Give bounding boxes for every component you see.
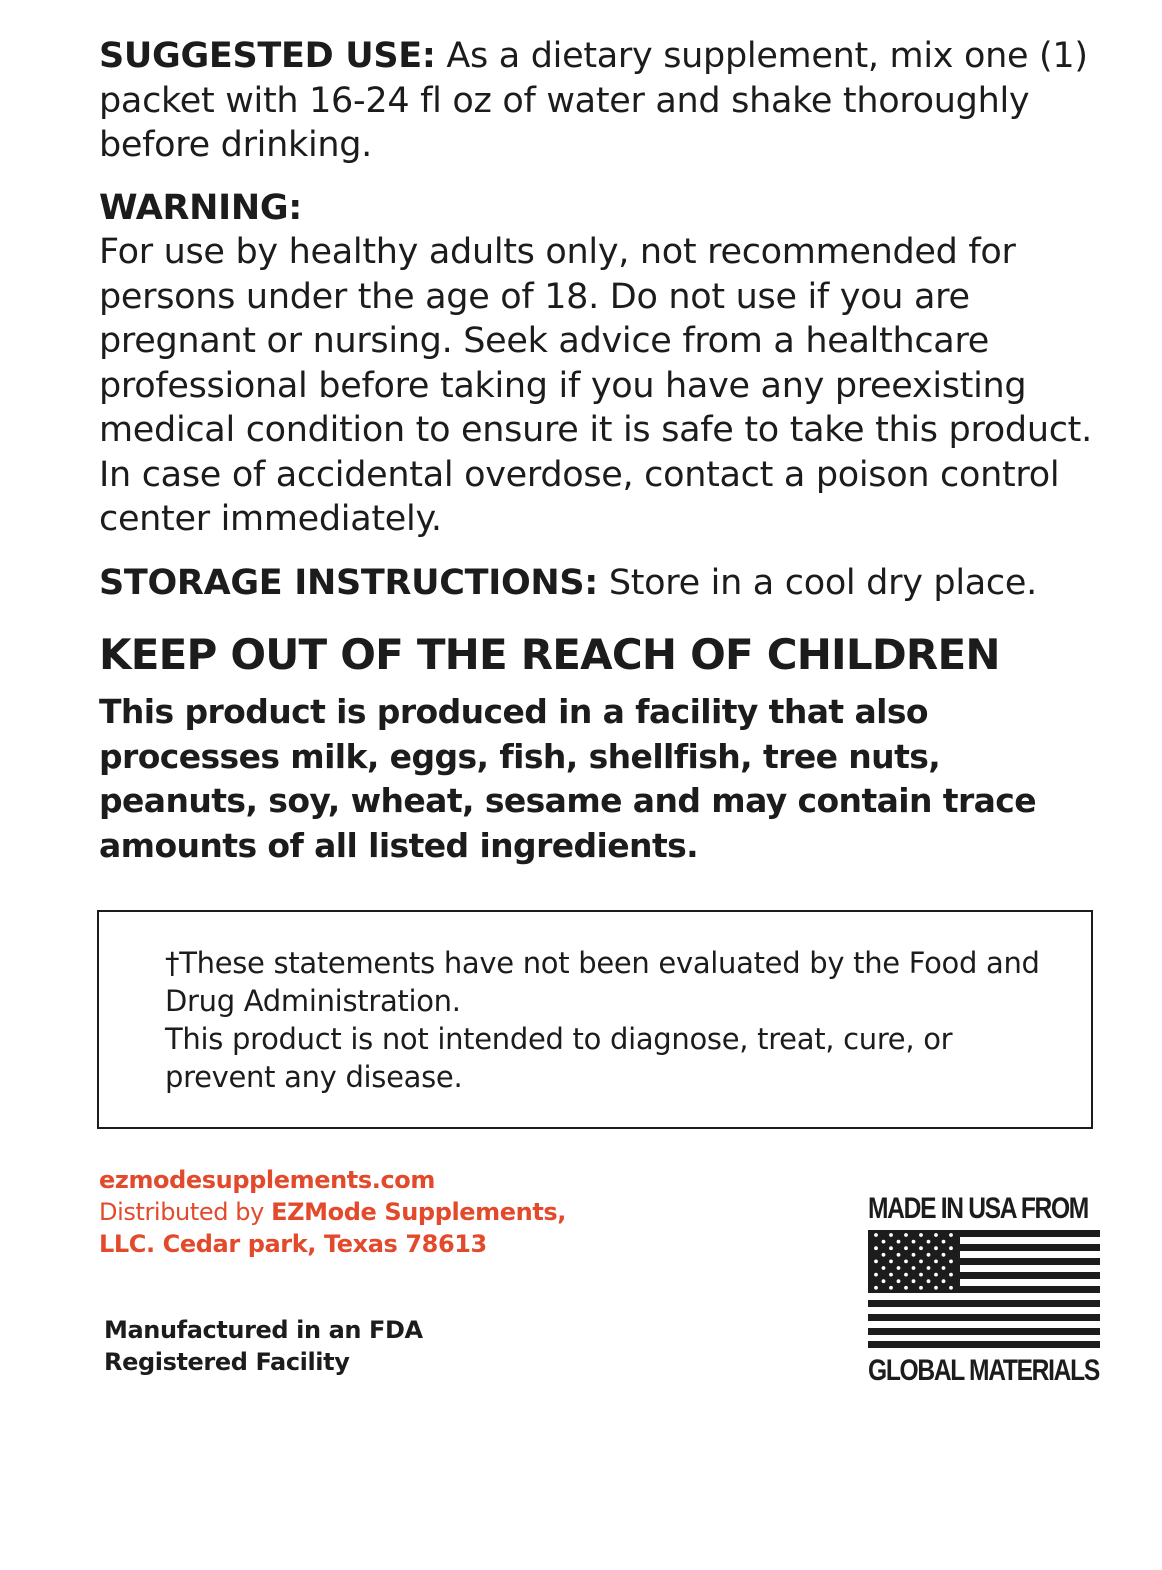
flag-star (912, 1240, 916, 1244)
flag-star (919, 1246, 923, 1250)
flag-star (919, 1260, 923, 1264)
flag-star (904, 1260, 908, 1264)
flag-star (934, 1233, 938, 1237)
flag-star (904, 1273, 908, 1277)
flag-star (927, 1279, 931, 1283)
us-flag-icon (868, 1230, 1100, 1348)
flag-star (882, 1266, 886, 1270)
flag-star (942, 1240, 946, 1244)
flag-star (927, 1240, 931, 1244)
keep-out-heading: KEEP OUT OF THE REACH OF CHILDREN (99, 630, 1000, 679)
flag-star (889, 1286, 893, 1290)
flag-star (882, 1253, 886, 1257)
flag-star (934, 1246, 938, 1250)
suggested-use (99, 34, 1099, 168)
flag-star (897, 1253, 901, 1257)
fda-disclaimer-box (97, 910, 1093, 1129)
flag-star (897, 1240, 901, 1244)
fda-disclaimer-line2: This product is not intended to diagnose, treat, cure, or prevent any disease. (165, 1022, 953, 1094)
flag-star (912, 1253, 916, 1257)
flag-star (919, 1286, 923, 1290)
label-content (99, 34, 1099, 868)
flag-star (942, 1266, 946, 1270)
flag-star (949, 1273, 953, 1277)
website-link[interactable]: ezmodesupplements.com (99, 1166, 436, 1194)
distributor-info (99, 1164, 569, 1260)
flag-star (912, 1279, 916, 1283)
made-in-usa-badge (866, 1190, 1102, 1390)
flag-star (889, 1260, 893, 1264)
flag-star (927, 1266, 931, 1270)
flag-star (874, 1260, 878, 1264)
flag-star (942, 1279, 946, 1283)
flag-star (874, 1273, 878, 1277)
flag-star (934, 1286, 938, 1290)
flag-star (882, 1240, 886, 1244)
flag-star (934, 1260, 938, 1264)
warning-label: WARNING: (99, 187, 303, 228)
suggested-use-text: As a dietary supplement, mix one (1) packet with 16-24 fl oz of water and shake thoroughly before drinking. (99, 36, 1088, 165)
flag-star (927, 1253, 931, 1257)
flag-star (949, 1260, 953, 1264)
storage-label: STORAGE INSTRUCTIONS: (99, 562, 598, 603)
badge-top-text: MADE IN USA FROM (868, 1192, 1088, 1225)
distributor-name: EZMode Supplements, LLC. Cedar park, Texas 78613 (99, 1198, 567, 1258)
flag-star (874, 1246, 878, 1250)
distributed-prefix: Distributed by (99, 1198, 272, 1226)
allergen-statement: This product is produced in a facility that also processes milk, eggs, fish, shellfish, tree nuts, peanuts, soy, wheat, sesame and may contain trace amounts of all listed ingredients. (99, 692, 1037, 865)
flag-star (874, 1233, 878, 1237)
fda-disclaimer-line1: †These statements have not been evaluated by the Food and Drug Administration. (165, 946, 1040, 1018)
suggested-use-label: SUGGESTED USE: (99, 36, 436, 76)
fda-disclaimer (165, 944, 1045, 1096)
flag-star (934, 1273, 938, 1277)
flag-star (882, 1279, 886, 1283)
flag-star (919, 1273, 923, 1277)
flag-star (889, 1273, 893, 1277)
flag-star (889, 1233, 893, 1237)
flag-star (919, 1233, 923, 1237)
storage-instructions (99, 561, 1099, 606)
manufactured-statement: Manufactured in an FDA Registered Facility (104, 1316, 423, 1376)
flag-star (897, 1279, 901, 1283)
storage-text: Store in a cool dry place. (598, 562, 1037, 603)
distributed-by (99, 1196, 569, 1260)
badge-bottom-text: GLOBAL MATERIALS (868, 1354, 1099, 1387)
flag-star (949, 1246, 953, 1250)
flag-star (949, 1286, 953, 1290)
flag-star (874, 1286, 878, 1290)
flag-star (897, 1266, 901, 1270)
flag-star (889, 1246, 893, 1250)
flag-star (904, 1233, 908, 1237)
flag-star (942, 1253, 946, 1257)
flag-star (949, 1233, 953, 1237)
warning-text: For use by healthy adults only, not recommended for persons under the age of 18. Do not use if you are pregnant or nursing. Seek advice from a healthcare professional before taking if you have any preexisting medical condition to ensure it is safe to take this product. In case of accidental overdose, contact a poison control center immediately. (99, 232, 1092, 539)
flag-star (904, 1246, 908, 1250)
flag-star (912, 1266, 916, 1270)
flag-star (904, 1286, 908, 1290)
